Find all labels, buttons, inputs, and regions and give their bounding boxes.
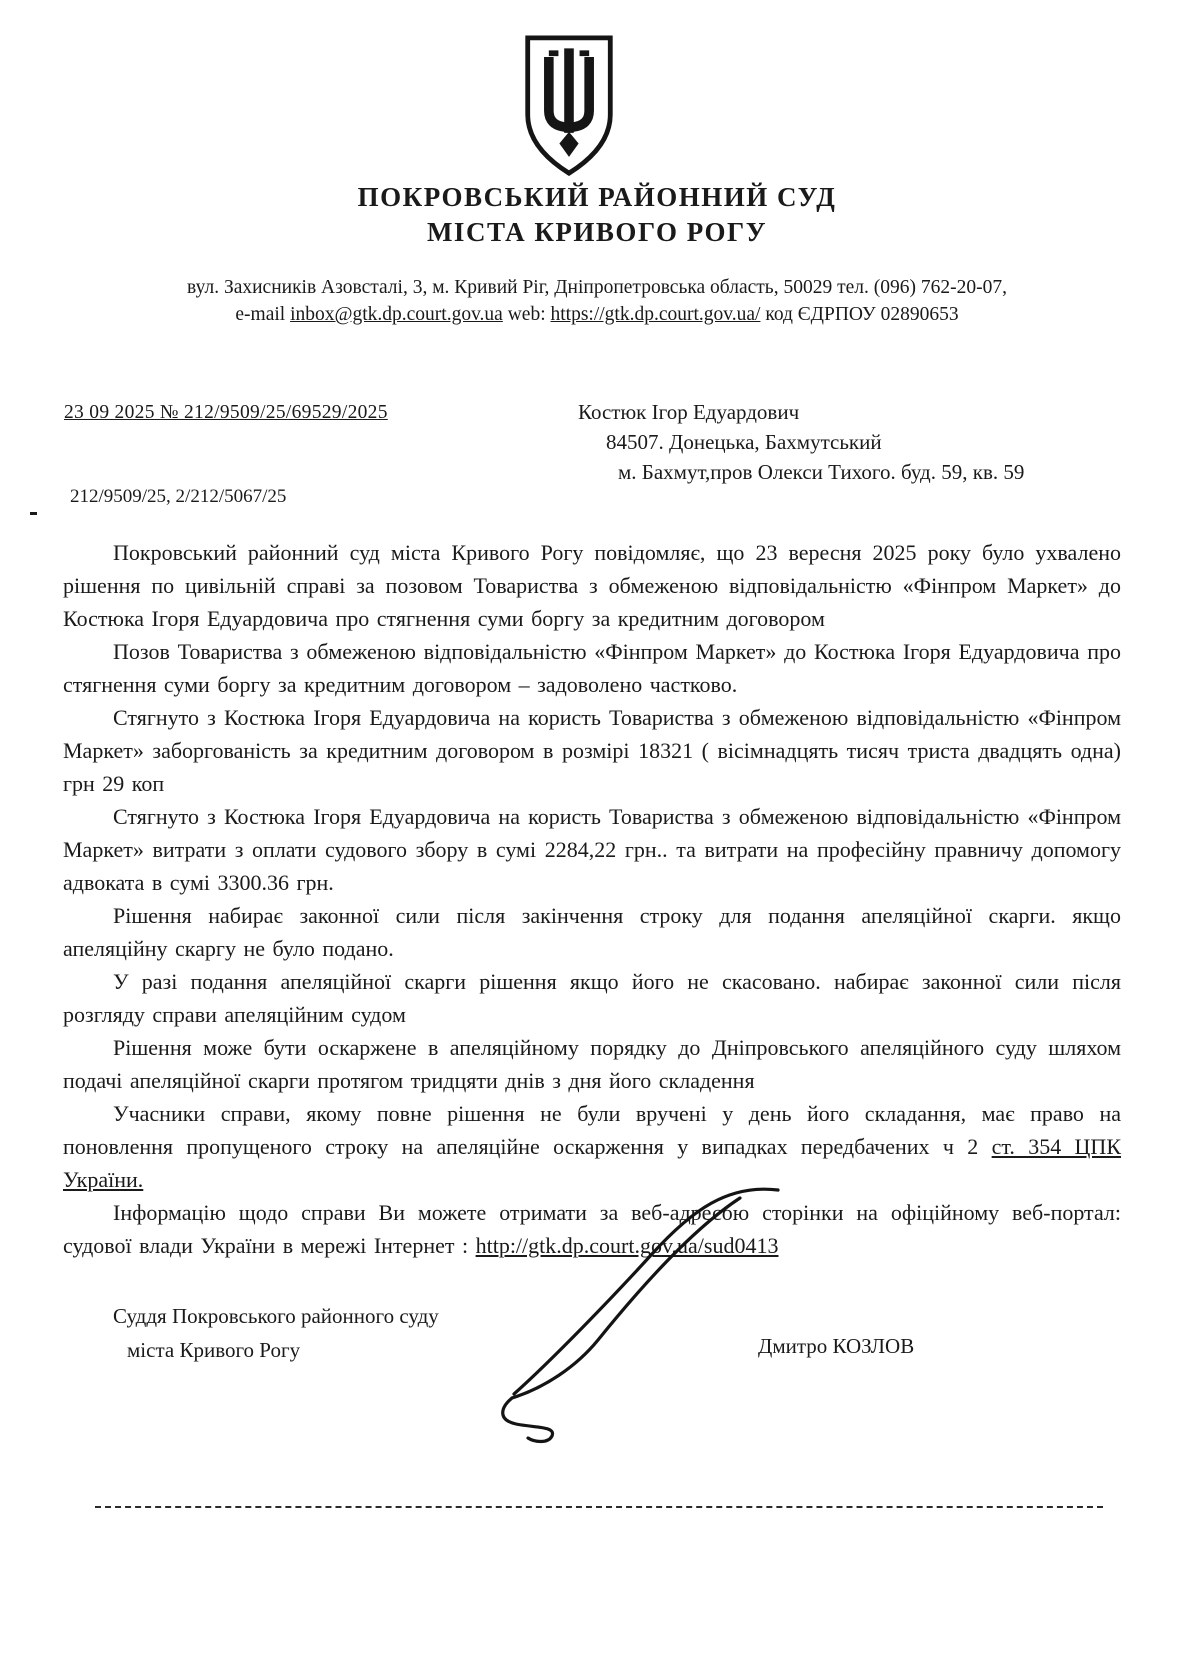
court-contact-block [0, 274, 1194, 329]
letter-body [63, 536, 1121, 1262]
paragraph-4: Стягнуто з Костюка Ігоря Едуардовича на користь Товариства з обмеженою відповідальністю «Фінпром Маркет» витрати з оплати судового збору в сумі 2284,22 грн.. та витрати на професійну правничу допомогу адвоката в сумі 3300.36 грн. [63, 804, 1121, 895]
web-link[interactable]: https://gtk.dp.court.gov.ua/ [550, 304, 761, 326]
paragraph-9-text: Інформацію щодо справи Ви можете отримати за веб-адресою сторінки на офіційному веб-портал: судової влади України в мережі Інтернет : [63, 1200, 1121, 1258]
paragraph-2: Позов Товариства з обмеженою відповідальністю «Фінпром Маркет» до Костюка Ігоря Едуардовича про стягнення суми боргу за кредитним договором – задоволено частково. [63, 639, 1121, 697]
paragraph-7: Рішення може бути оскаржене в апеляційному порядку до Дніпровського апеляційного суду шляхом подачі апеляційної скарги протягом тридцяти днів з дня його складення [63, 1035, 1121, 1093]
recipient-address-line2: м. Бахмут,пров Олекси Тихого. буд. 59, кв. 59 [618, 459, 1025, 484]
court-contact-line [0, 301, 1194, 328]
paragraph-1: Покровський районний суд міста Кривого Рогу повідомляє, що 23 вересня 2025 року було ухвалено рішення по цивільній справі за позовом Товариства з обмеженою відповідальністю «Фінпром Маркет» до Костюка Ігоря Едуардовича про стягнення суми боргу за кредитним договором [63, 540, 1121, 631]
web-label: web: [502, 304, 551, 326]
email-label: e-mail [235, 304, 291, 326]
paragraph-8-text: Учасники справи, якому повне рішення не були вручені у день його складання, має право на поновлення пропущеного строку на апеляційне оскарження у випадках передбачених ч 2 [63, 1101, 1121, 1159]
paragraph-3: Стягнуто з Костюка Ігоря Едуардовича на користь Товариства з обмеженою відповідальністю «Фінпром Маркет» заборгованість за кредитним договором в розмірі 18321 ( вісімнадцять тисяч триста двадцять одна) грн 29 коп [63, 705, 1121, 796]
court-name-line2: МІСТА КРИВОГО РОГУ [426, 217, 768, 248]
court-name [0, 180, 1194, 250]
case-info-link[interactable]: http://gtk.dp.court.gov.ua/sud0413 [475, 1233, 779, 1258]
law-citation: ст. 354 ЦПК України. [63, 1134, 1121, 1192]
judge-title-block [113, 1300, 439, 1367]
case-numbers: 212/9509/25, 2/212/5067/25 [70, 486, 287, 507]
coat-of-arms-ukraine-icon [521, 34, 617, 178]
paragraph-5: Рішення набирає законної сили після закінчення строку для подання апеляційної скарги. якщо апеляційну скаргу не було подано. [63, 903, 1121, 961]
judge-name: Дмитро КОЗЛОВ [758, 1334, 915, 1358]
edrpou-code: код ЄДРПОУ 02890653 [760, 304, 959, 326]
judge-title-line1: Суддя Покровського районного суду [113, 1304, 439, 1328]
email-link[interactable]: inbox@gtk.dp.court.gov.ua [290, 304, 503, 326]
tear-off-dashed-line [95, 1506, 1103, 1508]
court-name-line1: ПОКРОВСЬКИЙ РАЙОННИЙ СУД [357, 182, 837, 212]
scan-artifact-mark [30, 512, 37, 515]
paragraph-6: У разі подання апеляційної скарги рішення якщо його не скасовано. набирає законної сили після розгляду справи апеляційним судом [63, 969, 1121, 1027]
outgoing-ref-number: 23 09 2025 № 212/9509/25/69529/2025 [64, 402, 388, 423]
judge-title-line2: міста Кривого Рогу [127, 1337, 301, 1362]
judge-signature-scrawl [475, 1176, 810, 1458]
recipient-name: Костюк Ігор Едуардович [578, 400, 800, 424]
court-address-line: вул. Захисників Азовсталі, 3, м. Кривий Ріг, Дніпропетровська область, 50029 тел. (096) 762-20-07, [187, 277, 1007, 298]
recipient-address-line1: 84507. Донецька, Бахмутський [606, 429, 882, 454]
recipient-block [578, 398, 1024, 487]
